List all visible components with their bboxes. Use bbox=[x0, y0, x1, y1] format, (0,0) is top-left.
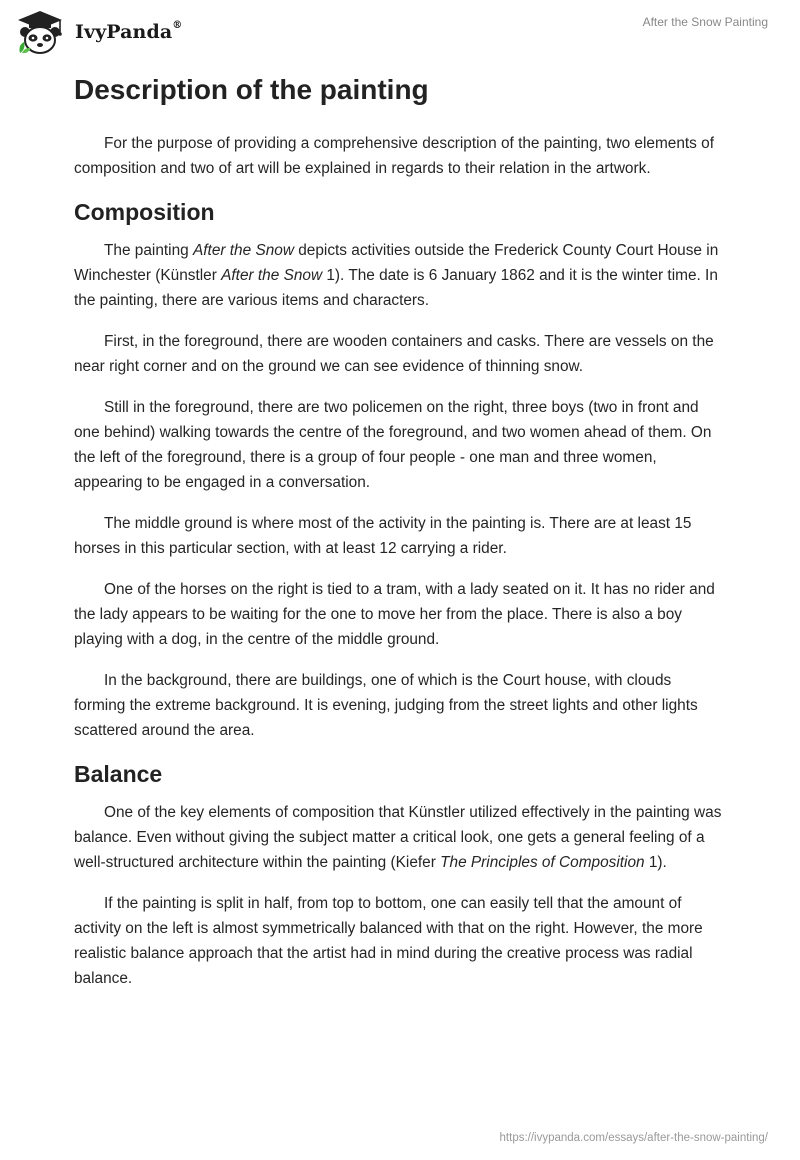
paragraph: In the background, there are buildings, one of which is the Court house, with clouds forming the extreme background. It is evening, judging from the street lights and other lights scattered around the area. bbox=[74, 672, 698, 739]
section-heading-balance: Balance bbox=[74, 761, 163, 787]
paragraph: The middle ground is where most of the activity in the painting is. There are at least 15 horses in this particular section, with at least 12 carrying a rider. bbox=[74, 515, 692, 557]
page-header bbox=[0, 0, 800, 62]
section-heading-description: Description of the painting bbox=[74, 74, 429, 105]
ivypanda-logo[interactable] bbox=[16, 9, 182, 55]
paragraph: One of the key elements of composition that Künstler utilized effectively in the painting was balance. Even without giving the subject matter a critical look, one gets a general feeling of a well-structured architecture within the painting (Kiefer The Principles of Composition 1). bbox=[74, 804, 722, 871]
running-title: After the Snow Painting bbox=[642, 15, 768, 29]
source-url[interactable]: https://ivypanda.com/essays/after-the-snow-painting/ bbox=[499, 1132, 768, 1144]
article-body bbox=[74, 72, 726, 1007]
paragraph: If the painting is split in half, from top to bottom, one can easily tell that the amount of activity on the left is almost symmetrically balanced with that on the right. However, the more realistic balance approach that the artist had in mind during the creative process was radial balance. bbox=[74, 895, 703, 987]
section-heading-composition: Composition bbox=[74, 199, 215, 225]
paragraph: For the purpose of providing a comprehensive description of the painting, two elements of composition and two of art will be explained in regards to their relation in the artwork. bbox=[74, 135, 714, 177]
paragraph: First, in the foreground, there are wooden containers and casks. There are vessels on the near right corner and on the ground we can see evidence of thinning snow. bbox=[74, 333, 714, 375]
paragraph: One of the horses on the right is tied to a tram, with a lady seated on it. It has no rider and the lady appears to be waiting for the one to move her from the place. There is also a boy playing with a dog, in the centre of the middle ground. bbox=[74, 581, 715, 648]
brand-name: IvyPanda® bbox=[75, 20, 183, 43]
paragraph: Still in the foreground, there are two policemen on the right, three boys (two in front and one behind) walking towards the centre of the foreground, and two women ahead of them. On the left of the foreground, there is a group of four people - one man and three women, appearing to be engaged in a conversation. bbox=[74, 399, 712, 491]
paragraph: The painting After the Snow depicts activities outside the Frederick County Court House in Winchester (Künstler After the Snow 1). The date is 6 January 1862 and it is the winter time. In the painting, there are various items and characters. bbox=[74, 242, 719, 309]
panda-graduate-icon bbox=[16, 9, 70, 55]
